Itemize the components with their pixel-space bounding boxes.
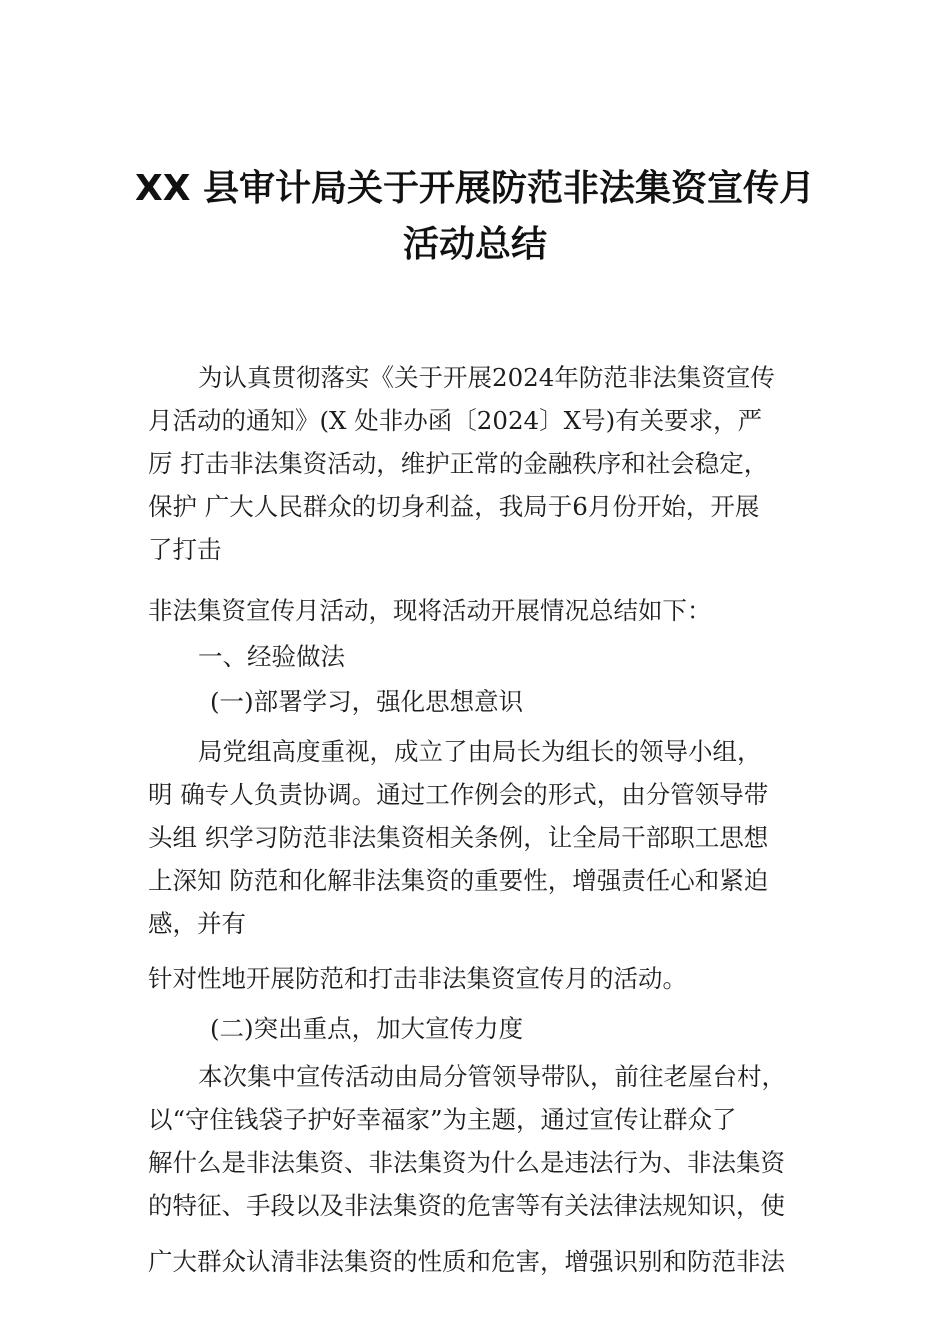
paragraph-line: 广大群众认清非法集资的性质和危害，增强识别和防范非法 [148,1247,785,1276]
paragraph-line: 了打击 [148,535,222,564]
section-heading: 一、经验做法 [198,642,345,671]
paragraph-line: 局党组高度重视，成立了由局长为组长的领导小组， [198,737,762,766]
paragraph-line: 保护 广大人民群众的切身利益，我局于6月份开始，开展 [148,492,760,521]
subsection-heading: (二)突出重点，加大宣传力度 [210,1014,524,1043]
paragraph-line: 解什么是非法集资、非法集资为什么是违法行为、非法集资 [148,1148,785,1177]
document-title-line-1: XX 县审计局关于开展防范非法集资宣传月 [134,168,816,209]
subsection-heading: (一)部署学习，强化思想意识 [210,687,524,716]
paragraph-line: 本次集中宣传活动由局分管领导带队，前往老屋台村， [198,1062,786,1091]
paragraph-line: 感，并有 [148,909,246,938]
paragraph-line: 以“守住钱袋子护好幸福家”为主题，通过宣传让群众了 [148,1105,737,1134]
paragraph-line: 头组 织学习防范非法集资相关条例，让全局干部职工思想 [148,823,769,852]
paragraph-line: 为认真贯彻落实《关于开展2024年防范非法集资宣传 [198,363,775,392]
paragraph-line: 非法集资宣传月活动，现将活动开展情况总结如下： [148,596,712,625]
paragraph-line: 的特征、手段以及非法集资的危害等有关法律法规知识，使 [148,1191,785,1220]
paragraph-line: 针对性地开展防范和打击非法集资宣传月的活动。 [148,964,687,993]
paragraph-line: 明 确专人负责协调。通过工作例会的形式，由分管领导带 [148,780,769,809]
document-title-line-2: 活动总结 [402,224,547,265]
paragraph-line: 上深知 防范和化解非法集资的重要性，增强责任心和紧迫 [148,866,769,895]
paragraph-line: 厉 打击非法集资活动，维护正常的金融秩序和社会稳定， [148,449,769,478]
paragraph-line: 月活动的通知》(X 处非办函〔2024〕X号)有关要求，严 [148,406,763,435]
